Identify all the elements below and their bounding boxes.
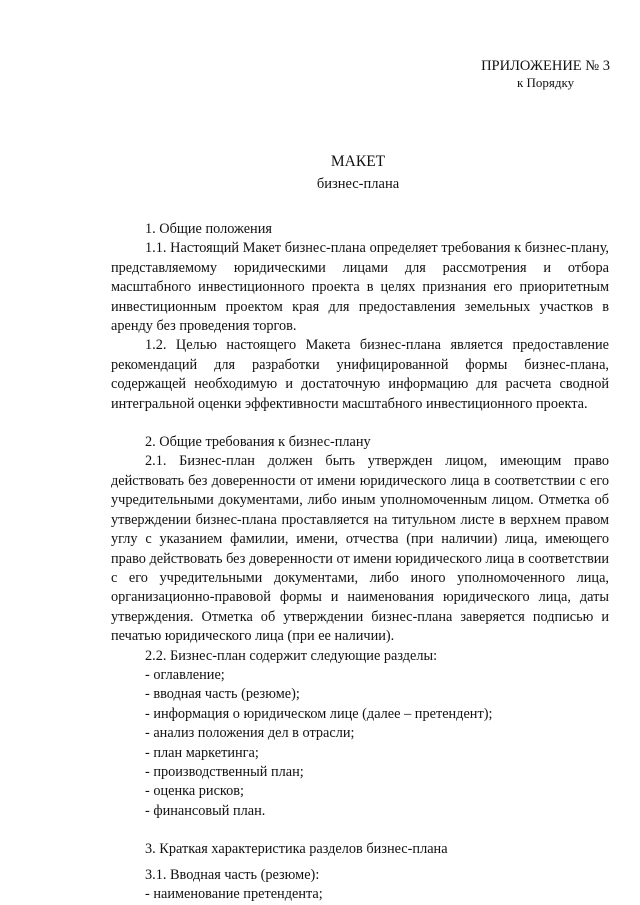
section-2-paragraph-2: 2.2. Бизнес-план содержит следующие разделы: [145,647,438,664]
appendix-header [481,58,610,90]
document-body [111,220,609,904]
appendix-title: ПРИЛОЖЕНИЕ № 3 [481,58,610,74]
list-item: - анализ положения дел в отрасли; [145,725,355,742]
section-1-heading: 1. Общие положения [145,221,272,237]
document-title-block [0,152,640,194]
section-gap [111,414,609,433]
list-item: - информация о юридическом лице (далее – претендент); [145,705,493,722]
document-subtitle: бизнес-плана [316,176,400,192]
section-2-heading: 2. Общие требования к бизнес-плану [145,434,371,451]
list-item: - производственный план; [145,763,304,780]
list-item: - оглавление; [145,666,225,683]
document-title: МАКЕТ [330,153,386,170]
list-item: - финансовый план. [145,802,266,819]
section-3-paragraph-1: 3.1. Вводная часть (резюме): [145,866,320,883]
list-item: - вводная часть (резюме); [145,686,300,703]
list-item: - план маркетинга; [145,744,259,761]
list-item: - оценка рисков; [145,783,245,800]
section-2-list [111,666,609,821]
section-3-list [111,885,609,904]
section-3-heading: 3. Краткая характеристика разделов бизнес-плана [145,841,448,858]
list-item: - наименование претендента; [145,886,323,902]
section-1-paragraph-1: 1.1. Настоящий Макет бизнес-плана определяет требования к бизнес-плану, представляемому юридическими лицами для рассмотрения и отбора масштабного инвестиционного проекта в целях признания его приоритетным инвестиционным проектом края для предоставления земельных участков в аренду без проведения торгов. [111,240,609,335]
section-2-paragraph-1: 2.1. Бизнес-план должен быть утвержден лицом, имеющим право действовать без доверенности от имени юридического лица в соответствии с его учредительными документами, либо иным уполномоченным лицом. Отметка об утверждении бизнес-плана проставляется на титульном листе в верхнем правом углу с указанием фамилии, имени, отчества (при наличии) лица, имеющего право действовать без доверенности от имени юридического лица в соответствии с его учредительными документами, либо иного уполномоченного лица, организационно-правовой формы и наименования юридического лица, даты утверждения. Отметка об утверждении бизнес-плана заверяется подписью и печатью юридического лица (при ее наличии). [111,453,609,645]
section-1-paragraph-2: 1.2. Целью настоящего Макета бизнес-плана является предоставление рекомендаций для разработки унифицированной формы бизнес-плана, содержащей необходимую и достаточную информацию для расчета сводной интегральной оценки эффективности масштабного инвестиционного проекта. [111,337,609,412]
section-gap [111,821,609,840]
appendix-subtitle: к Порядку [516,75,575,90]
